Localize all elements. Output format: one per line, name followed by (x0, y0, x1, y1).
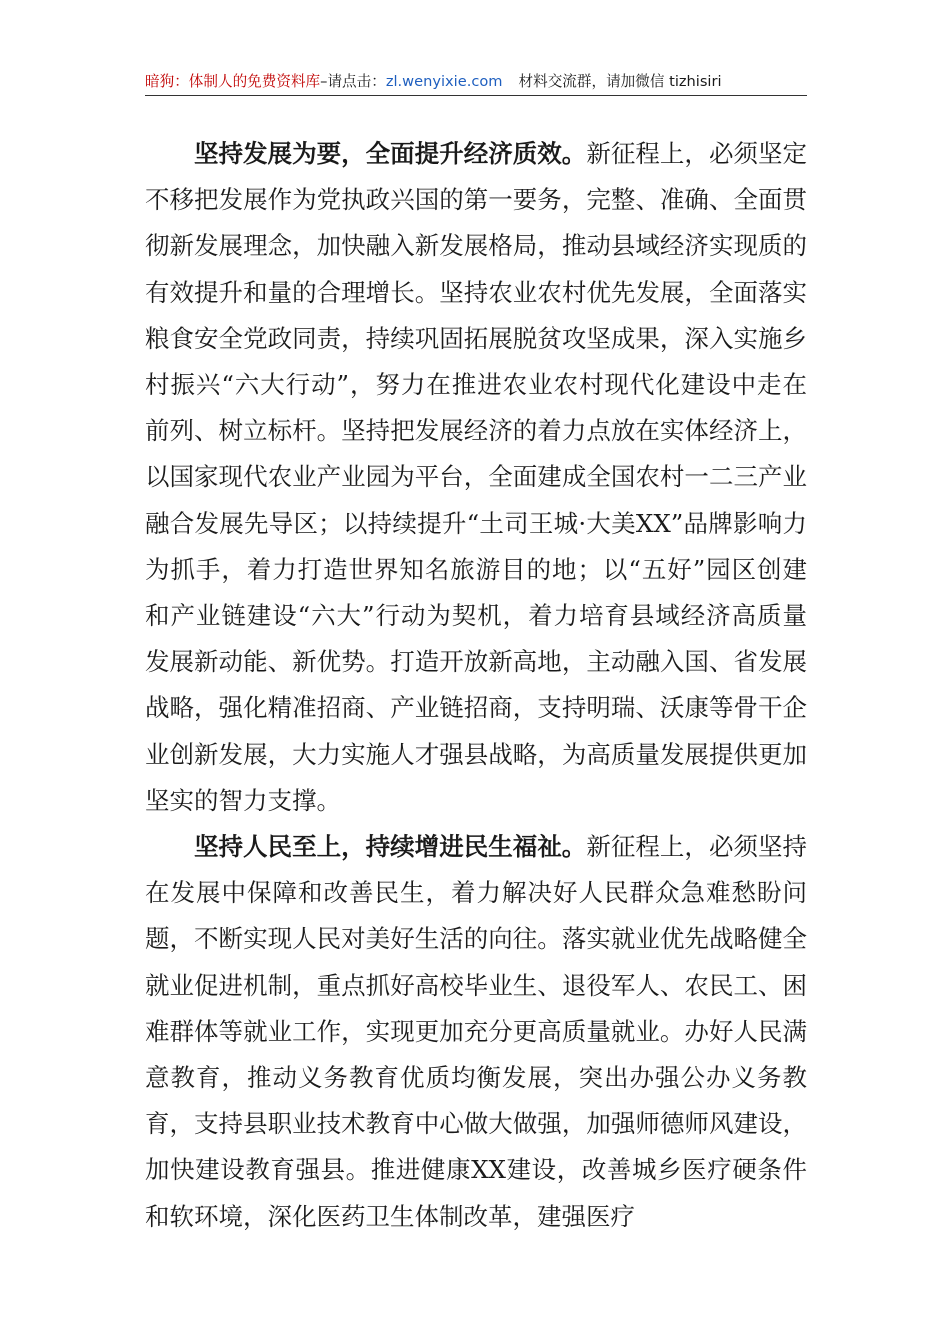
header-brand: 暗狗：体制人的免费资料库 (145, 73, 321, 90)
paragraph-lead: 坚持发展为要，全面提升经济质效。 (194, 139, 587, 168)
paragraph-body: 新征程上，必须坚定不移把发展作为党执政兴国的第一要务，完整、准确、全面贯彻新发展理念，加快融入新发展格局，推动县域经济实现质的有效提升和量的合理增长。坚持农业农村优先发展，全面落实粮食安全党政同责，持续巩固拓展脱贫攻坚成果，深入实施乡村振兴“六大行动”，努力在推进农业农村现代化建设中走在前列、树立标杆。坚持把发展经济的着力点放在实体经济上，以国家现代农业产业园为平台，全面建成全国农村一二三产业融合发展先导区；以持续提升“土司王城·大美XX”品牌影响力为抓手，着力打造世界知名旅游目的地；以“五好”园区创建和产业链建设“六大”行动为契机，着力培育县域经济高质量发展新动能、新优势。打造开放新高地，主动融入国、省发展战略，强化精准招商、产业链招商，支持明瑞、沃康等骨干企业创新发展，大力实施人才强县战略，为高质量发展提供更加坚实的智力支撑。 (145, 139, 808, 815)
paragraph-development (145, 131, 807, 824)
paragraph-body: 新征程上，必须坚持在发展中保障和改善民生，着力解决好人民群众急难愁盼问题，不断实现人民对美好生活的向往。落实就业优先战略健全就业促进机制，重点抓好高校毕业生、退役军人、农民工、困难群体等就业工作，实现更加充分更高质量就业。办好人民满意教育，推动义务教育优质均衡发展，突出办强公办义务教育，支持县职业技术教育中心做大做强，加强师德师风建设，加快建设教育强县。推进健康XX建设，改善城乡医疗硬条件和软环境，深化医药卫生体制改革，建强医疗 (145, 832, 808, 1231)
paragraph-lead: 坚持人民至上，持续增进民生福祉。 (194, 832, 587, 862)
header-contact: 材料交流群，请加微信 tizhisiri (518, 73, 722, 90)
page-header (145, 70, 807, 94)
document-body (145, 131, 807, 1240)
paragraph-people (145, 824, 807, 1240)
header-divider (145, 95, 807, 96)
header-prompt: –请点击： (320, 73, 386, 90)
header-link[interactable]: zl.wenyixie.com (385, 73, 503, 90)
